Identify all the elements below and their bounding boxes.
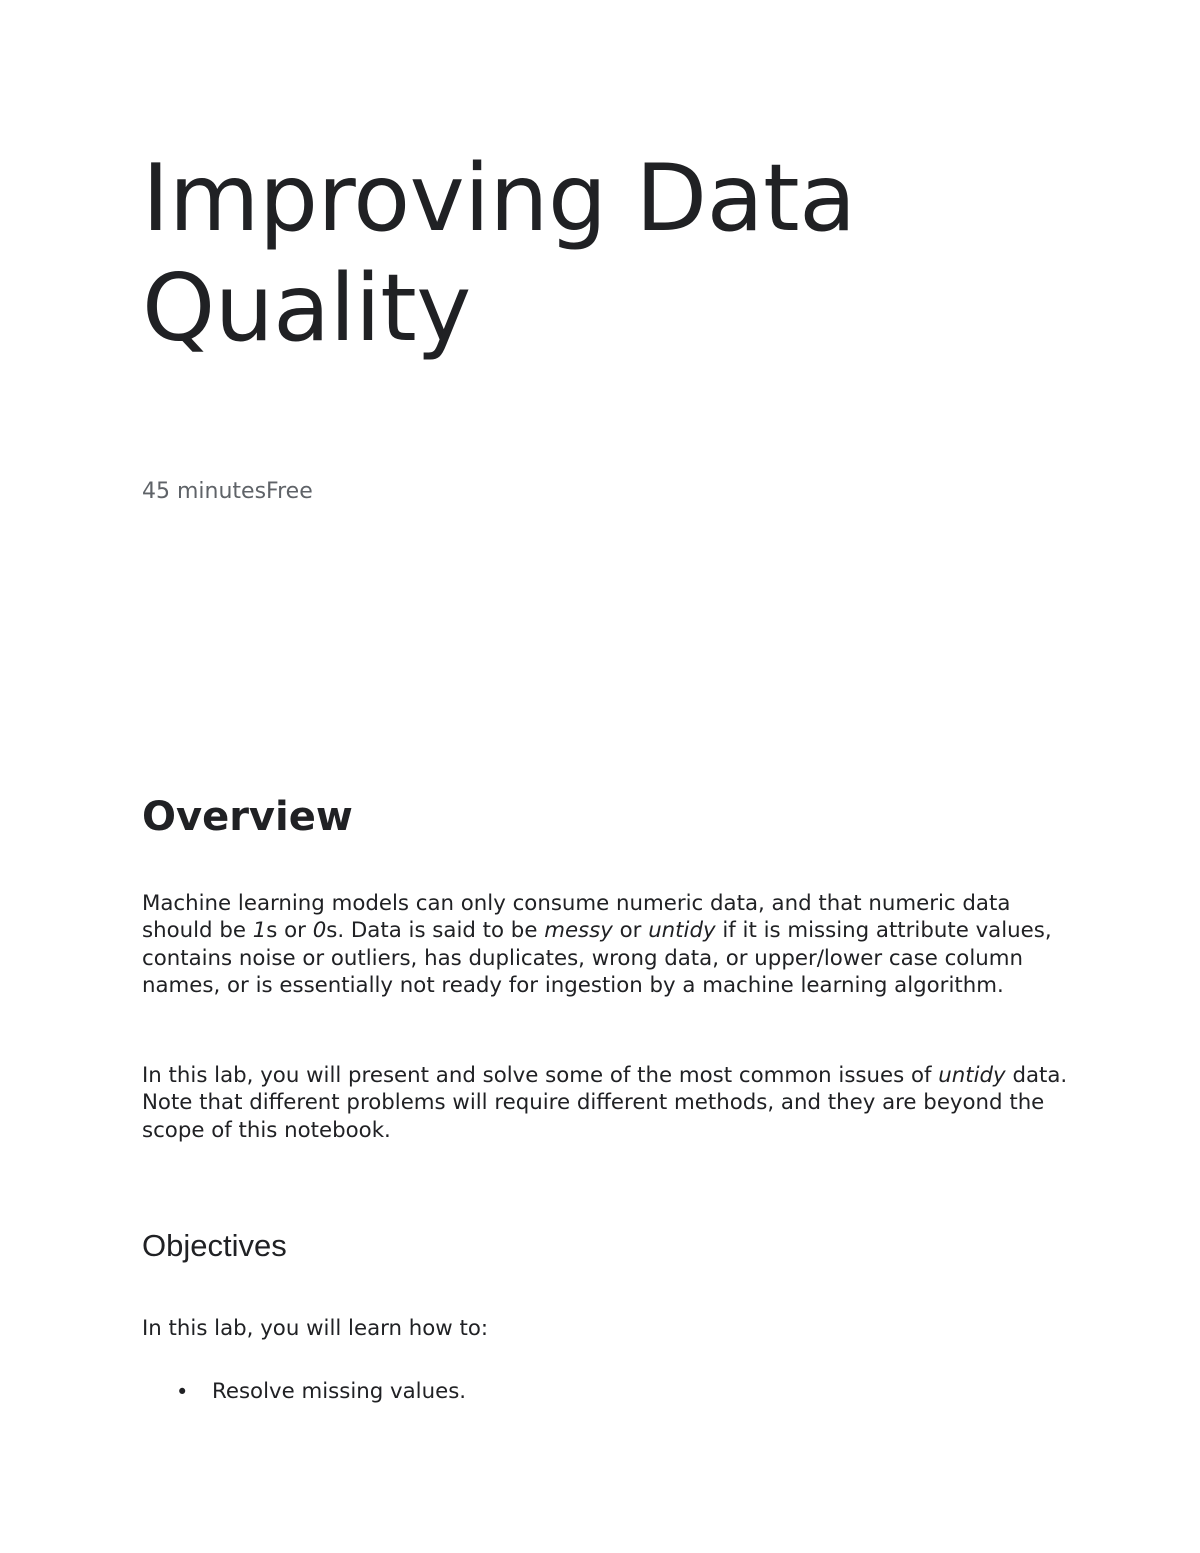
- overview-paragraph-2: [142, 1062, 1072, 1144]
- text-run: In this lab, you will present and solve some of the most common issues of: [142, 1063, 939, 1088]
- text-run: Machine learning models can only consume numeric data, and that numeric data should be: [142, 891, 1011, 944]
- emphasis-text: messy: [544, 918, 613, 944]
- overview-paragraph-1: [142, 890, 1072, 999]
- bullet-icon: •: [176, 1380, 189, 1404]
- text-run: or: [612, 918, 649, 944]
- lab-meta: [142, 478, 313, 506]
- objectives-list: [142, 1378, 466, 1406]
- emphasis-text: untidy: [648, 918, 716, 944]
- overview-heading: Overview: [142, 794, 353, 840]
- list-item: [142, 1378, 466, 1406]
- emphasis-text: 1: [252, 918, 267, 944]
- text-run: s. Data is said to be: [326, 918, 545, 944]
- objectives-intro: In this lab, you will learn how to:: [142, 1316, 489, 1341]
- text-run: if it is missing attribute values, contains noise or outliers, has duplicates, wrong data, or upper/lower case column names, or is essentially not ready for ingestion by a machine learning algorithm.: [142, 918, 1052, 998]
- page-title: Improving Data Quality: [142, 144, 856, 362]
- objectives-heading: Objectives: [142, 1228, 287, 1263]
- text-run: data. Note that different problems will require different methods, and they are beyond the scope of this notebook.: [142, 1063, 1068, 1143]
- emphasis-text: untidy: [938, 1063, 1006, 1088]
- list-item-text: Resolve missing values.: [212, 1379, 467, 1404]
- text-run: s or: [266, 918, 313, 944]
- emphasis-text: 0: [312, 918, 327, 944]
- price-label: Free: [266, 479, 313, 504]
- duration-label: 45 minutes: [142, 479, 267, 504]
